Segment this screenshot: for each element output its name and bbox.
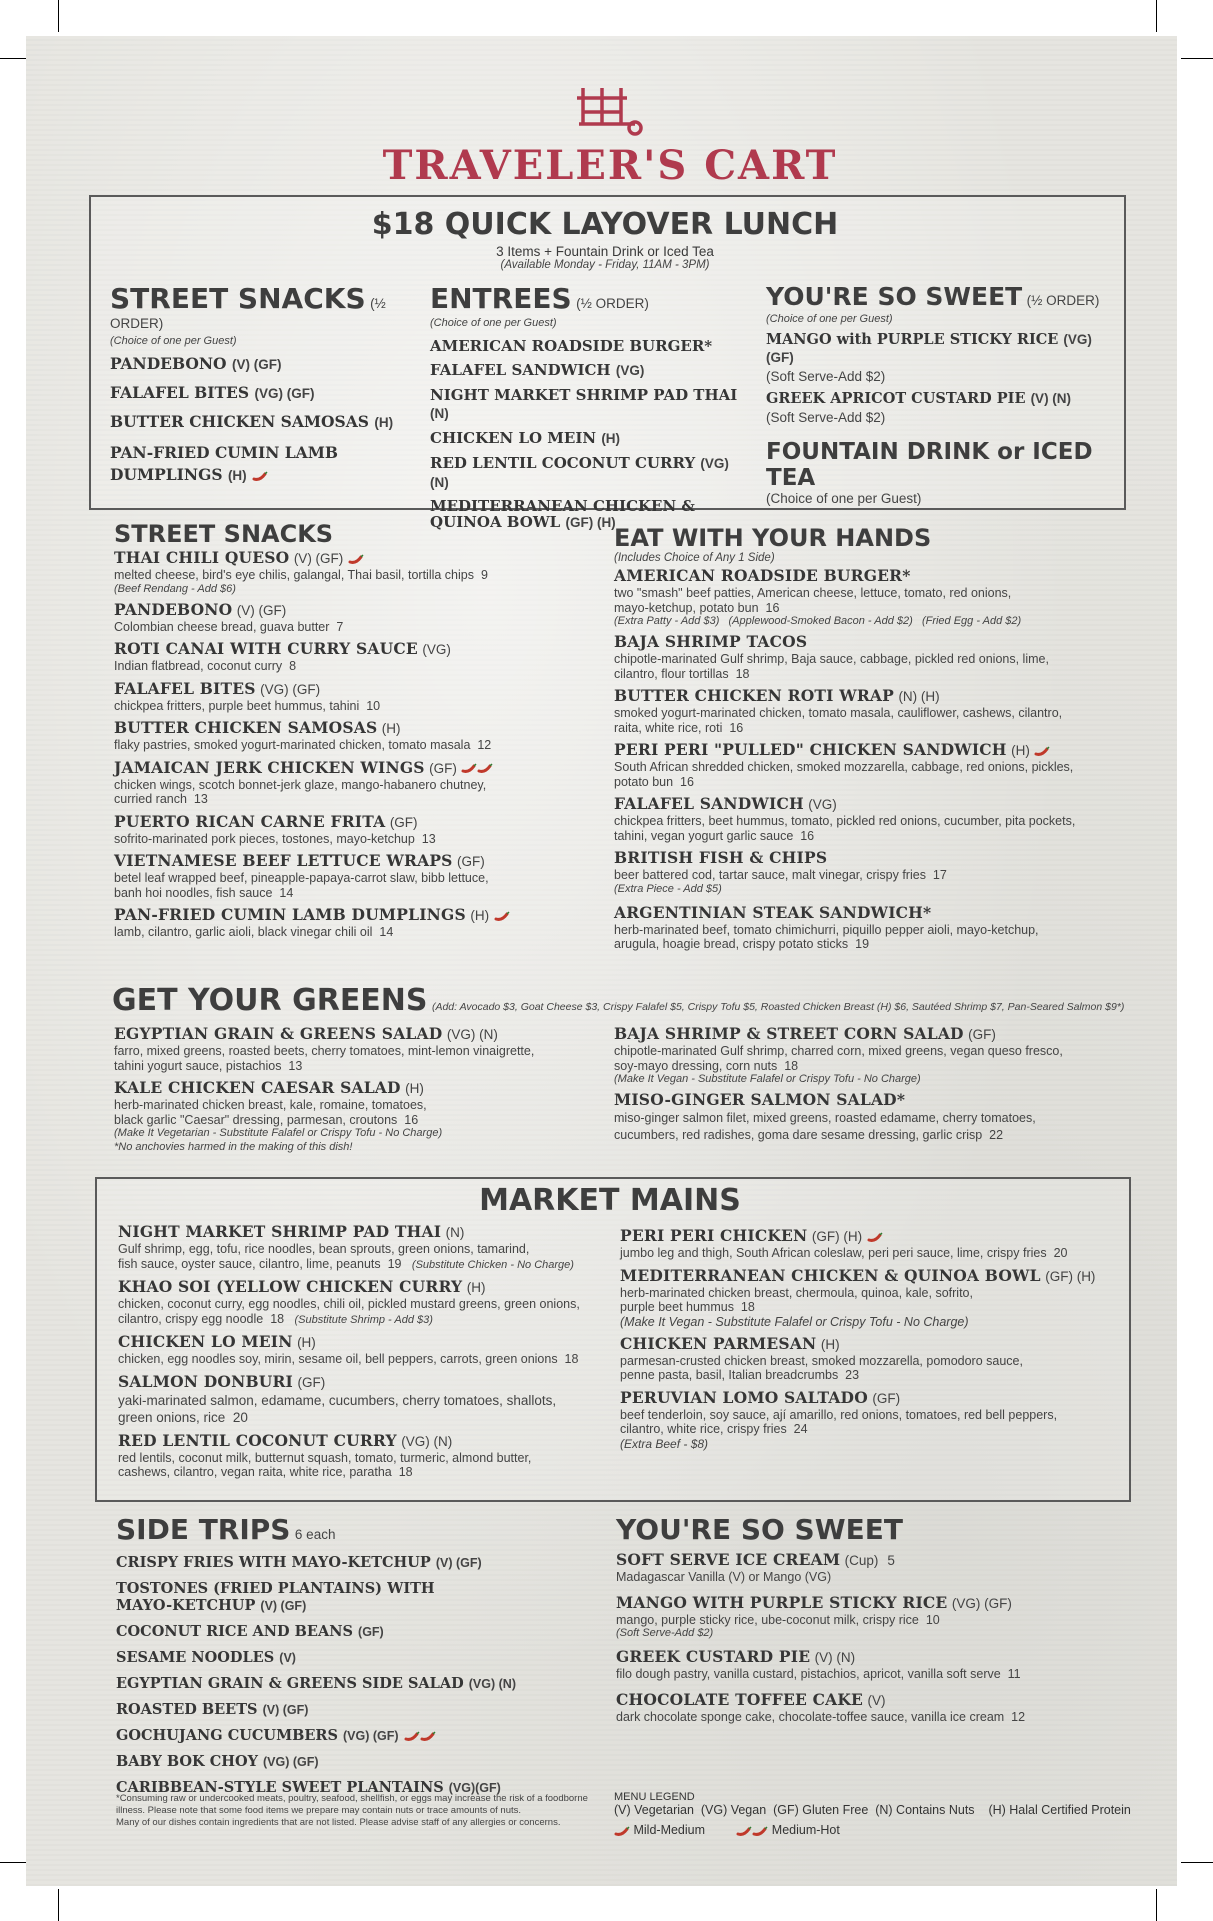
legend-hot: Medium-Hot [771, 1823, 840, 1837]
disclaimer: *Consuming raw or undercooked meats, poultry, seafood, shellfish, or eggs may increase the risk of a foodborne illness. Please note that some food items we prepare may contain nuts or trace amounts of nuts. Many of our dishes contain ingredients that are not listed. Please advise staff of any allergies or concerns. [116, 1793, 588, 1828]
menu-item: GREEK CUSTARD PIE (V) (N) filo dough pastry, vanilla custard, pistachios, apricot, vanilla soft serve 11 [616, 1647, 1021, 1681]
chili-pepper-icon [252, 471, 268, 481]
side-item: SESAME NOODLES (V) [116, 1649, 296, 1666]
legend-line: (V) Vegetarian (VG) Vegan (GF) Gluten Free (N) Contains Nuts (H) Halal Certified Protein [614, 1803, 1131, 1817]
menu-item: ARGENTINIAN STEAK SANDWICH* herb-marinated beef, tomato chimichurri, piquillo pepper aioli, mayo-ketchup, arugula, hoagie bread, crispy potato sticks 19 [614, 902, 1039, 951]
menu-item: PANDEBONO (V) (GF) Colombian cheese bread, guava butter 7 [114, 599, 344, 634]
lunch-title: $18 QUICK LAYOVER LUNCH [371, 207, 839, 242]
legend-mild: Mild-Medium [633, 1823, 706, 1837]
lunch-sweet-column [766, 282, 1116, 506]
chili-pepper-icon [494, 911, 510, 921]
chili-pepper-icon [614, 1826, 630, 1836]
crop-mark [58, 1889, 59, 1921]
menu-item: ROTI CANAI WITH CURRY SAUCE (VG) Indian flatbread, coconut curry 8 [114, 639, 451, 673]
side-item: BABY BOK CHOY (VG) (GF) [116, 1753, 319, 1770]
legend-title: MENU LEGEND [614, 1791, 695, 1803]
cart-logo-icon [577, 84, 647, 136]
lunch-snack-item: BUTTER CHICKEN SAMOSAS (H) [110, 412, 394, 431]
hands-title: EAT WITH YOUR HANDS [614, 524, 932, 552]
chili-pepper-icon [1034, 746, 1050, 756]
lunch-drink-sub: (Choice of one per Guest) [766, 491, 922, 506]
side-trips-section [116, 1513, 596, 1805]
lunch-sweet-choice: (Choice of one per Guest) [766, 313, 893, 325]
menu-item: FALAFEL BITES (VG) (GF) chickpea fritters, purple beet hummus, tahini 10 [114, 678, 381, 713]
sweet-title: YOU'RE SO SWEET [616, 1513, 903, 1546]
menu-item: EGYPTIAN GRAIN & GREENS SALAD (VG) (N) farro, mixed greens, roasted beets, cherry tomatoes, mint-lemon vinaigrette, tahini yogurt sauce, pistachios 13 [114, 1024, 535, 1073]
greens-right-column [614, 1024, 1134, 1144]
menu-legend [614, 1791, 1174, 1837]
lunch-subtitle: 3 Items + Fountain Drink or Iced Tea [496, 244, 714, 259]
crop-mark [1156, 1889, 1157, 1921]
menu-item: MANGO WITH PURPLE STICKY RICE (VG) (GF) mango, purple sticky rice, ube-coconut milk, crispy rice 10 (Soft Serve-Add $2) [616, 1592, 1012, 1639]
menu-item: KHAO SOI (YELLOW CHICKEN CURRY (H) chicken, coconut curry, egg noodles, chili oil, pickled mustard greens, green onions, cilantro, crispy egg noodle 18 (Substitute Shrimp - Add $3) [118, 1277, 580, 1326]
hands-section [614, 524, 1134, 952]
chili-pepper-icon [752, 1826, 768, 1836]
menu-item: FALAFEL SANDWICH (VG) chickpea fritters, beet hummus, tomato, pickled red onions, cucumber, pita pockets, tahini, vegan yogurt garlic sauce 16 [614, 794, 1076, 843]
menu-item: MISO-GINGER SALMON SALAD* miso-ginger salmon filet, mixed greens, roasted edamame, cherry tomatoes, cucumbers, red radishes, goma dare sesame dressing, garlic crisp 22 [614, 1090, 1036, 1142]
menu-item: PERUVIAN LOMO SALTADO (GF) beef tenderloin, soy sauce, ají amarillo, red onions, tomatoes, red bell peppers, cilantro, white rice, crispy fries 24 (Extra Beef - $8) [620, 1387, 1058, 1451]
menu-item: BRITISH FISH & CHIPS beer battered cod, tartar sauce, malt vinegar, crispy fries 17 (Extra Piece - Add $5) [614, 848, 947, 895]
lunch-snacks-portion: (½ ORDER) [110, 296, 386, 331]
chili-pepper-icon [736, 1826, 752, 1836]
menu-item: KALE CHICKEN CAESAR SALAD (H) herb-marinated chicken breast, kale, romaine, tomatoes, black garlic "Caesar" dressing, parmesan, croutons 16 (Make It Vegetarian - Substitute Falafel or Crispy Tofu - No Charge) *No anchovies harmed in the making of this dish! [114, 1078, 443, 1153]
lunch-snack-item: PANDEBONO (V) (GF) [110, 354, 282, 373]
chili-pepper-icon [477, 763, 493, 773]
chili-pepper-icon [404, 1731, 420, 1741]
lunch-availability: (Available Monday - Friday, 11AM - 3PM) [500, 259, 710, 271]
side-item: GOCHUJANG CUCUMBERS (VG) (GF) [116, 1727, 596, 1745]
side-item: CARIBBEAN-STYLE SWEET PLANTAINS (VG)(GF) [116, 1779, 501, 1796]
greens-addons: (Add: Avocado $3, Goat Cheese $3, Crispy Falafel $5, Crispy Tofu $5, Roasted Chicken Breast (H) $6, Sautéed Shrimp $7, Pan-Seared Salmon $9*) [431, 1001, 1125, 1013]
greens-title: GET YOUR GREENS [112, 983, 428, 1018]
hands-sub: (Includes Choice of Any 1 Side) [614, 552, 775, 564]
menu-item: BAJA SHRIMP & STREET CORN SALAD (GF) chipotle-marinated Gulf shrimp, charred corn, mixed greens, vegan queso fresco, soy-mayo dressing, corn nuts 18 (Make It Vegan - Substitute Falafel or Crispy Tofu - No Charge) [614, 1024, 1063, 1085]
mains-right-column [620, 1226, 1125, 1451]
side-item: TOSTONES (FRIED PLANTAINS) WITH MAYO-KETCHUP (V) (GF) [116, 1580, 435, 1614]
lunch-snack-item: FALAFEL BITES (VG) (GF) [110, 383, 315, 402]
crop-mark [58, 0, 59, 32]
menu-item: SOFT SERVE ICE CREAM (Cup) 5 Madagascar Vanilla (V) or Mango (VG) [616, 1550, 895, 1584]
sides-title: SIDE TRIPS [116, 1513, 291, 1546]
menu-item: PAN-FRIED CUMIN LAMB DUMPLINGS (H) lamb, cilantro, garlic aioli, black vinegar chili oil 14 [114, 905, 584, 940]
lunch-entrees-title: ENTREES [430, 282, 572, 315]
lunch-entree-item: FALAFEL SANDWICH (VG) [430, 361, 645, 379]
mains-title: MARKET MAINS [479, 1183, 741, 1218]
lunch-entree-item: CHICKEN LO MEIN (H) [430, 429, 621, 447]
menu-item: THAI CHILI QUESO (V) (GF) melted cheese, bird's eye chilis, galangal, Thai basil, tortilla chips 9 (Beef Rendang - Add $6) [114, 548, 488, 595]
street-snacks-section [114, 520, 584, 940]
menu-item: RED LENTIL COCONUT CURRY (VG) (N) red lentils, coconut milk, butternut squash, tomato, turmeric, almond butter, cashews, cilantro, vegan raita, white rice, paratha 18 [118, 1430, 532, 1479]
greens-header [112, 983, 1142, 1018]
menu-item: PUERTO RICAN CARNE FRITA (GF) sofrito-marinated pork pieces, tostones, mayo-ketchup 13 [114, 811, 436, 846]
menu-item: JAMAICAN JERK CHICKEN WINGS (GF) chicken wings, scotch bonnet-jerk glaze, mango-habanero chutney, curried ranch 13 [114, 758, 584, 807]
lunch-sweet-title: YOU'RE SO SWEET [766, 282, 1023, 311]
lunch-snacks-choice: (Choice of one per Guest) [110, 335, 237, 347]
menu-item: CHOCOLATE TOFFEE CAKE (V) dark chocolate sponge cake, chocolate-toffee sauce, vanilla ice cream 12 [616, 1689, 1026, 1724]
menu-item: BUTTER CHICKEN SAMOSAS (H) flaky pastries, smoked yogurt-marinated chicken, tomato masala 12 [114, 718, 492, 752]
lunch-entrees-column [430, 282, 750, 538]
menu-item: PERI PERI "PULLED" CHICKEN SANDWICH (H) South African shredded chicken, smoked mozzarella, cabbage, red onions, pickles, potato bun 16 [614, 740, 1074, 789]
menu-item: CHICKEN PARMESAN (H) parmesan-crusted chicken breast, smoked mozzarella, pomodoro sauce, penne pasta, basil, Italian breadcrumbs 23 [620, 1333, 1023, 1382]
chili-pepper-icon [461, 763, 477, 773]
menu-item: NIGHT MARKET SHRIMP PAD THAI (N) Gulf shrimp, egg, tofu, rice noodles, bean sprouts, green onions, tamarind, fish sauce, oyster sauce, cilantro, lime, peanuts 19 (Substitute Chicken - No Charge) [118, 1222, 574, 1271]
menu-item: SALMON DONBURI (GF) yaki-marinated salmon, edamame, cucumbers, cherry tomatoes, shallots, green onions, rice 20 [118, 1371, 557, 1425]
lunch-entree-item: MEDITERRANEAN CHICKEN & QUINOA BOWL (GF) (H) [430, 497, 695, 531]
lunch-sweet-portion: (½ ORDER) [1026, 293, 1100, 308]
greens-left-column [114, 1024, 594, 1153]
lunch-entrees-portion: (½ ORDER) [576, 296, 649, 311]
side-item: ROASTED BEETS (V) (GF) [116, 1701, 309, 1718]
menu-item: BAJA SHRIMP TACOS chipotle-marinated Gulf shrimp, Baja sauce, cabbage, pickled red onions, lime, cilantro, flour tortillas 18 [614, 632, 1049, 681]
menu-item: AMERICAN ROADSIDE BURGER* two "smash" beef patties, American cheese, lettuce, tomato, red onions, mayo-ketchup, potato bun 16 (Extra Patty - Add $3) (Applewood-Smoked Bacon - Add $2) (Fried Egg - Add $2) [614, 566, 1022, 627]
crop-mark [1181, 58, 1213, 59]
menu-item: MEDITERRANEAN CHICKEN & QUINOA BOWL (GF) (H) herb-marinated chicken breast, chermoula, quinoa, kale, sofrito, purple beet hummus 18 (Make It Vegan - Substitute Falafel or Crispy Tofu - No Charge) [620, 1265, 1096, 1329]
lunch-sweet-item: GREEK APRICOT CUSTARD PIE (V) (N) [766, 390, 1072, 407]
brand-name: TRAVELER'S CART [382, 142, 838, 189]
sweet-section [616, 1513, 1116, 1724]
lunch-entree-item: AMERICAN ROADSIDE BURGER* [430, 337, 713, 355]
side-item: CRISPY FRIES WITH MAYO-KETCHUP (V) (GF) [116, 1554, 482, 1571]
lunch-sweet-sub: (Soft Serve-Add $2) [766, 410, 886, 425]
lunch-entree-item: NIGHT MARKET SHRIMP PAD THAI (N) [430, 386, 738, 421]
lunch-entrees-choice: (Choice of one per Guest) [430, 317, 557, 329]
menu-item: PERI PERI CHICKEN (GF) (H) jumbo leg and thigh, South African coleslaw, peri peri sauce, lime, crispy fries 20 [620, 1226, 1068, 1260]
chili-pepper-icon [420, 1731, 436, 1741]
lunch-snacks-title: STREET SNACKS [110, 282, 366, 315]
street-snacks-title: STREET SNACKS [114, 520, 334, 548]
lunch-entree-item: RED LENTIL COCONUT CURRY (VG) (N) [430, 454, 729, 490]
lunch-sweet-item: MANGO with PURPLE STICKY RICE (VG) (GF) [766, 331, 1092, 365]
side-item: COCONUT RICE AND BEANS (GF) [116, 1623, 384, 1640]
lunch-snacks-column [110, 282, 430, 494]
sides-price: 6 each [294, 1527, 336, 1542]
chili-pepper-icon [867, 1232, 883, 1242]
lunch-snack-item: PAN-FRIED CUMIN LAMB DUMPLINGS (H) [110, 443, 338, 484]
lunch-sweet-sub: (Soft Serve-Add $2) [766, 369, 886, 384]
crop-mark [1181, 1862, 1213, 1863]
menu-item: VIETNAMESE BEEF LETTUCE WRAPS (GF) betel leaf wrapped beef, pineapple-papaya-carrot slaw, bibb lettuce, banh hoi noodles, fish sauce 14 [114, 851, 489, 900]
mains-left-column [118, 1222, 618, 1480]
crop-mark [1156, 0, 1157, 32]
menu-item: CHICKEN LO MEIN (H) chicken, egg noodles soy, mirin, sesame oil, bell peppers, carrots, green onions 18 [118, 1332, 579, 1366]
lunch-drink-title: FOUNTAIN DRINK or ICED TEA [766, 439, 1093, 491]
side-item: EGYPTIAN GRAIN & GREENS SIDE SALAD (VG) (N) [116, 1675, 516, 1692]
menu-item: BUTTER CHICKEN ROTI WRAP (N) (H) smoked yogurt-marinated chicken, tomato masala, cauliflower, cashews, cilantro, raita, white rice, roti 16 [614, 686, 1063, 735]
chili-pepper-icon [348, 554, 364, 564]
